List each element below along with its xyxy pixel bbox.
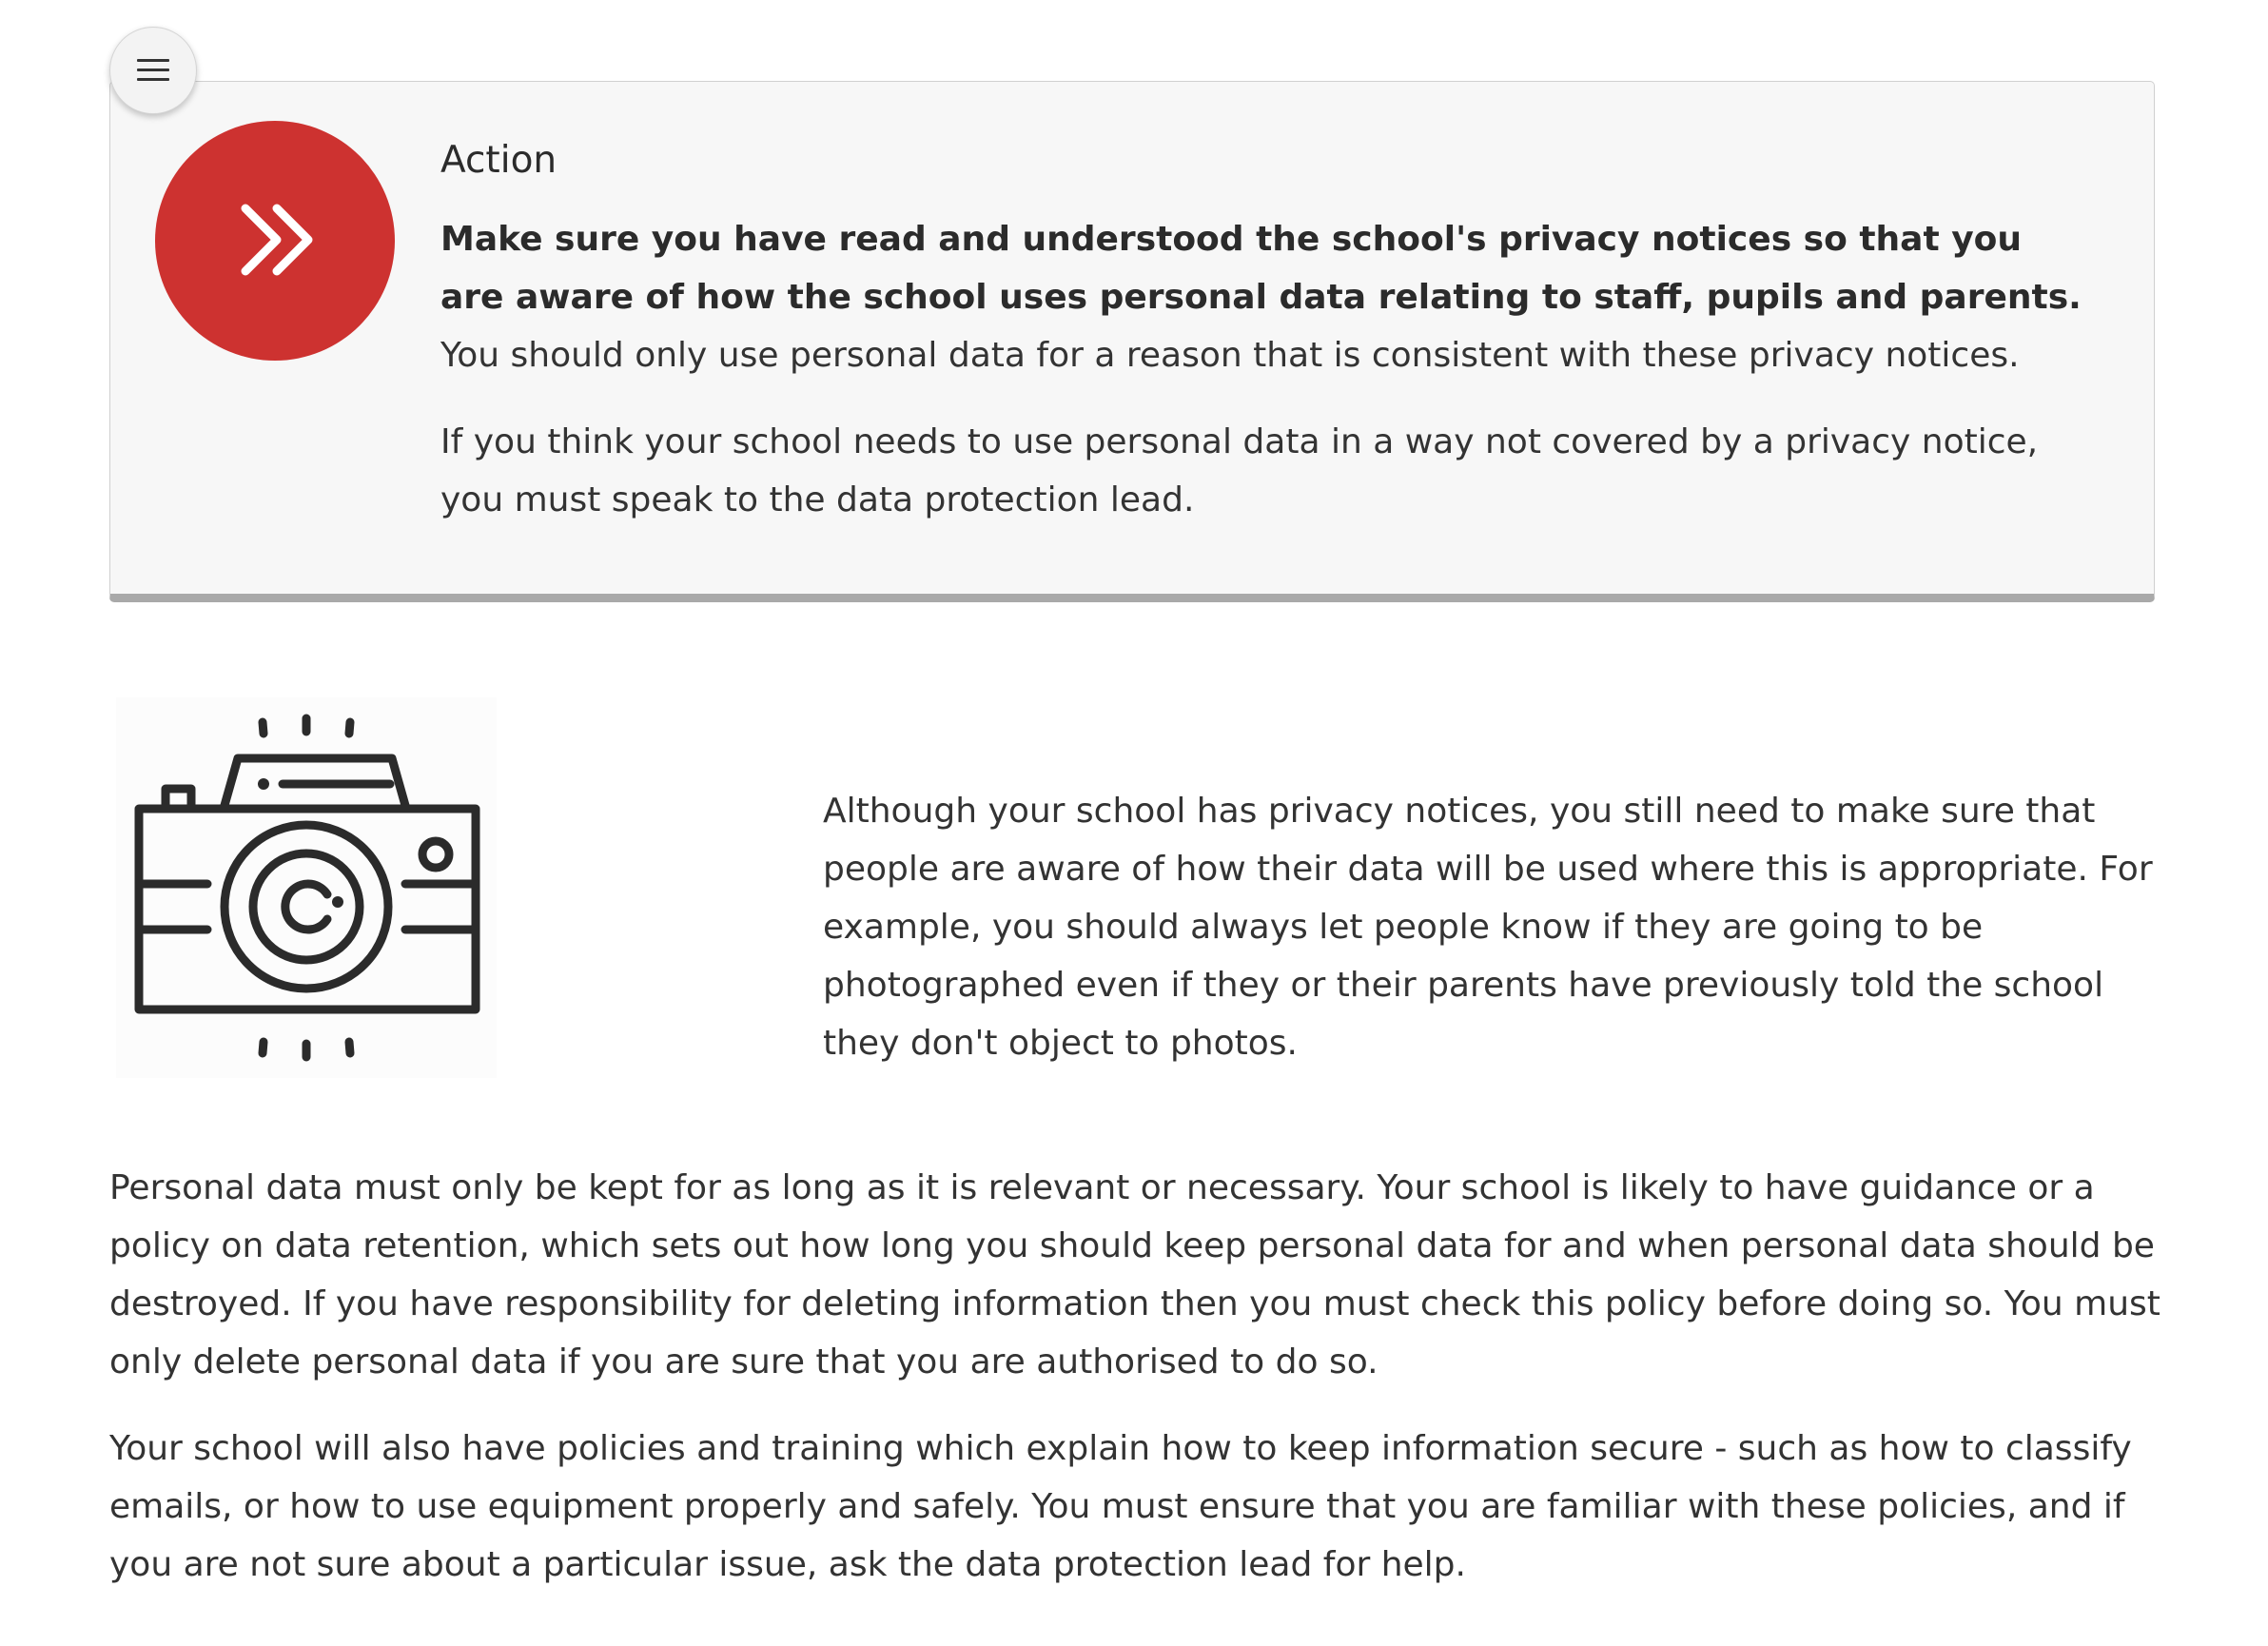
action-paragraph-2: If you think your school needs to use personal data in a way not covered by a privacy notice, you must speak to the data protection lead. — [440, 422, 2039, 519]
security-paragraph: Your school will also have policies and training which explain how to keep information secure - such as how to classify emails, or how to use equipment properly and safely. You must ensure that you are familiar with these policies, and if you are not sure about a particular issue, ask the data protection lead for help. — [109, 1429, 2132, 1584]
camera-icon — [116, 697, 497, 1078]
action-content — [440, 136, 2096, 558]
action-paragraph-1-rest: You should only use personal data for a reason that is consistent with these privacy notices. — [440, 336, 2020, 375]
action-paragraph-1 — [440, 210, 2096, 384]
menu-button[interactable] — [109, 27, 197, 114]
retention-paragraph: Personal data must only be kept for as long as it is relevant or necessary. Your school is likely to have guidance or a policy on data retention, which sets out how long you should keep personal data for and when personal data should be destroyed. If you have responsibility for deleting information then you must check this policy before doing so. You must only delete personal data if you are sure that you are authorised to do so. — [109, 1168, 2160, 1381]
camera-section-text: Although your school has privacy notices, you still need to make sure that people are aware of how their data will be used where this is appropriate. For example, you should always let people know if they are going to be photographed even if they or their parents have previously told the school they don't object to photos. — [823, 792, 2153, 1063]
double-chevron-right-icon — [155, 121, 395, 361]
action-title: Action — [440, 139, 557, 182]
action-badge — [155, 121, 395, 361]
action-paragraph-1-bold: Make sure you have read and understood the school's privacy notices so that you are aware of how the school uses personal data relating to staff, pupils and parents. — [440, 220, 2082, 317]
action-callout — [109, 81, 2155, 602]
hamburger-menu-icon — [137, 59, 169, 82]
